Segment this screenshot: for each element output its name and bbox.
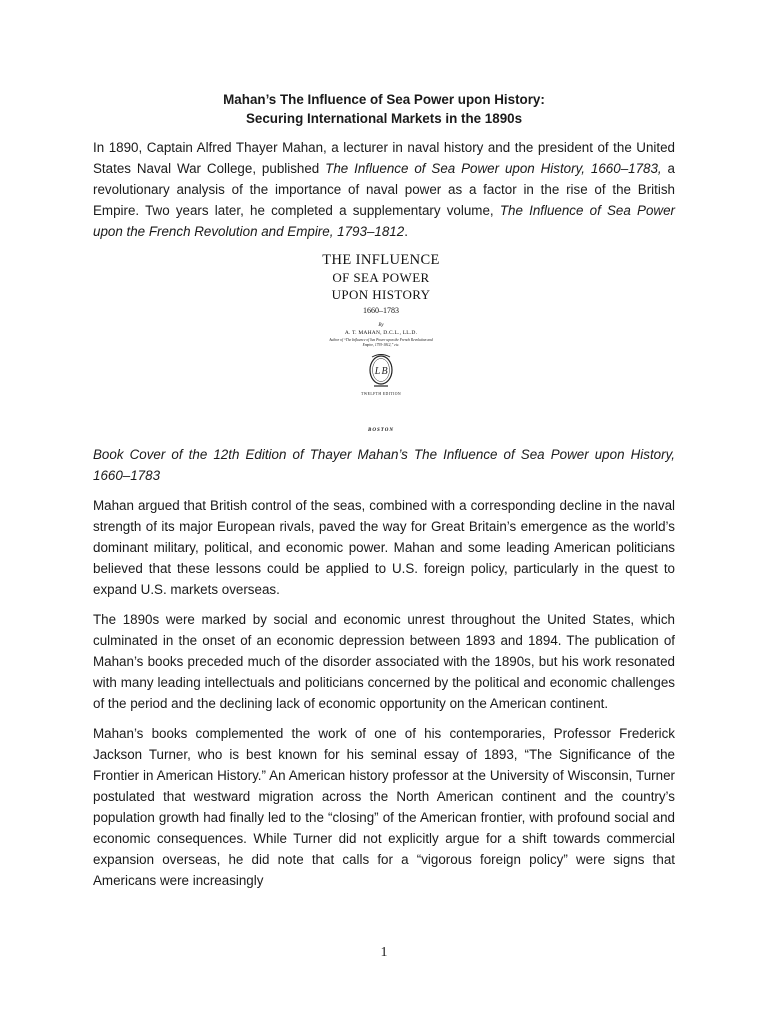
emblem-letter-right: B xyxy=(381,366,388,377)
intro-paragraph xyxy=(93,137,675,242)
intro-book-title-1: The Influence of Sea Power upon History, 1660–1783, xyxy=(325,161,662,176)
title-line-2: Securing International Markets in the 1890s xyxy=(245,111,523,126)
cover-title-line-2: OF SEA POWER xyxy=(332,270,430,285)
intro-book-title-2: The Influence of Sea Power upon the French Revolution and Empire, 1793–1812 xyxy=(93,203,675,239)
book-cover-image xyxy=(311,252,451,434)
intro-text-3: . xyxy=(404,224,408,239)
paragraph-3: The 1890s were marked by social and economic unrest throughout the United States, which culminated in the onset of an economic depression between 1893 and 1894. The publication of Mahan’s books preceded much of the disorder associated with the 1890s, but his work resonated with many leading intellectuals and politicians concerned by the political and economic challenges of the period and the declining lack of economic opportunity on the American continent. xyxy=(93,612,675,711)
intro-text-2: a revolutionary analysis of the importance of naval power as a factor in the rise of the British Empire. Two years later, he completed a supplementary volume, xyxy=(93,161,675,218)
page-number: 1 xyxy=(380,945,388,960)
cover-place: BOSTON xyxy=(368,428,394,433)
image-caption: Book Cover of the 12th Edition of Thayer Mahan’s The Influence of Sea Power upon History, 1660–1783 xyxy=(93,447,675,483)
cover-edition: TWELFTH EDITION xyxy=(360,392,402,396)
emblem-letter-left: L xyxy=(374,366,381,377)
document-title xyxy=(93,90,675,128)
cover-author: A. T. MAHAN, D.C.L., LL.D. xyxy=(344,330,418,336)
cover-title-line-1: THE INFLUENCE xyxy=(322,252,440,268)
cover-title-line-3: UPON HISTORY xyxy=(331,287,431,302)
paragraph-4: Mahan’s books complemented the work of one of his contemporaries, Professor Frederick Jackson Turner, who is best known for his seminal essay of 1893, “The Significance of the Frontier in American History.” An American history professor at the University of Wisconsin, Turner postulated that westward migration across the North American continent and the country’s population growth had finally led to the “closing” of the American frontier, with profound social and economic consequences. While Turner did not explicitly argue for a shift towards commercial expansion overseas, he did note that calls for a “vigorous foreign policy” were signs that Americans were increasingly xyxy=(93,726,675,888)
intro-text-1: In 1890, Captain Alfred Thayer Mahan, a lecturer in naval history and the president of the United States Naval War College, published xyxy=(93,140,675,176)
cover-author-note: Author of “The Influence of Sea Power upon the French Revolution and Empire, 1793-1812,” etc. xyxy=(329,338,433,347)
cover-years: 1660–1783 xyxy=(363,306,399,315)
document-page xyxy=(93,0,675,891)
publisher-emblem-icon xyxy=(366,353,396,389)
title-line-1: Mahan’s The Influence of Sea Power upon History: xyxy=(223,92,545,107)
cover-by: By xyxy=(378,323,384,328)
paragraph-2: Mahan argued that British control of the seas, combined with a corresponding decline in the naval strength of its major European rivals, paved the way for Great Britain’s emergence as the world’s dominant military, political, and economic power. Mahan and some leading American politicians believed that these lessons could be applied to U.S. foreign policy, particularly in the quest to expand U.S. markets overseas. xyxy=(93,498,675,597)
